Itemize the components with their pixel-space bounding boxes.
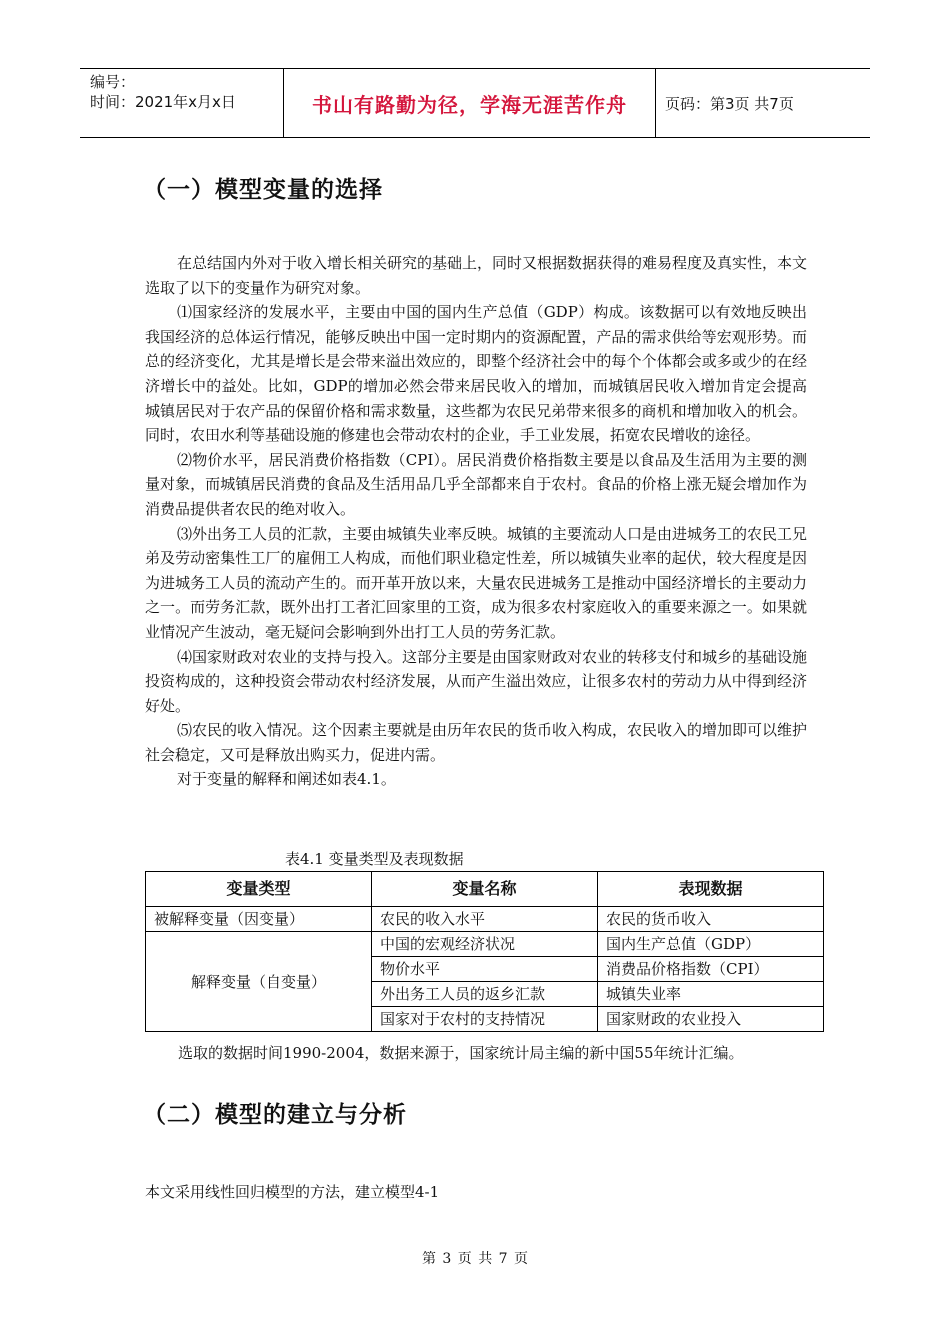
table-cell: 中国的宏观经济状况 bbox=[372, 932, 598, 957]
table-header-cell: 表现数据 bbox=[598, 872, 824, 907]
page-header bbox=[80, 68, 870, 138]
table-cell: 城镇失业率 bbox=[598, 982, 824, 1007]
table-header-cell: 变量类型 bbox=[146, 872, 372, 907]
table-cell: 解释变量（自变量） bbox=[146, 932, 372, 1032]
table-note: 选取的数据时间1990-2004，数据来源于，国家统计局主编的新中国55年统计汇编。 bbox=[178, 1044, 744, 1062]
table-cell: 外出务工人员的返乡汇款 bbox=[372, 982, 598, 1007]
page-footer: 第 3 页 共 7 页 bbox=[421, 1251, 529, 1267]
table-cell: 农民的收入水平 bbox=[372, 907, 598, 932]
header-motto: 书山有路勤为径，学海无涯苦作舟 bbox=[312, 92, 627, 117]
model-text: 本文采用线性回归模型的方法，建立模型4-1 bbox=[145, 1183, 440, 1201]
table-row bbox=[146, 907, 824, 932]
document-date: 时间：2021年x月x日 bbox=[90, 93, 236, 111]
section-title: （一）模型变量的选择 bbox=[143, 177, 383, 203]
table-cell: 农民的货币收入 bbox=[598, 907, 824, 932]
header-page-number: 页码：第3页 共7页 bbox=[665, 94, 794, 113]
paragraph: 在总结国内外对于收入增长相关研究的基础上，同时又根据数据获得的难易程度及真实性，本文选取了以下的变量作为研究对象。 bbox=[145, 254, 808, 297]
paragraph: ⑵物价水平，居民消费价格指数（CPI）。居民消费价格指数主要是以食品及生活用为主要的测量对象，而城镇居民消费的食品及生活用品几乎全部都来自于农村。食品的价格上涨无疑会增加作为消费品提供者农民的绝对收入。 bbox=[145, 450, 807, 518]
table-header-row bbox=[146, 872, 824, 907]
paragraph: ⑸农民的收入情况。这个因素主要就是由历年农民的货币收入构成，农民收入的增加即可以维护社会稳定，又可是释放出购买力，促进内需。 bbox=[145, 721, 808, 764]
header-meta bbox=[90, 72, 236, 112]
table-cell: 国内生产总值（GDP） bbox=[598, 932, 824, 957]
paragraph: ⑷国家财政对农业的支持与投入。这部分主要是由国家财政对农业的转移支付和城乡的基础设施投资构成的，这种投资会带动农村经济发展，从而产生溢出效应，让很多农村的劳动力从中得到经济好处。 bbox=[145, 647, 808, 715]
section-body bbox=[145, 251, 807, 792]
table-cell: 消费品价格指数（CPI） bbox=[598, 957, 824, 982]
document-number-label: 编号： bbox=[90, 73, 136, 91]
paragraph: 对于变量的解释和阐述如表4.1。 bbox=[177, 770, 396, 789]
table-caption: 表4.1 变量类型及表现数据 bbox=[285, 850, 464, 868]
paragraph: ⑶外出务工人员的汇款，主要由城镇失业率反映。城镇的主要流动人口是由进城务工的农民工兄弟及劳动密集性工厂的雇佣工人构成，而他们职业稳定性差，所以城镇失业率的起伏，较大程度是因为进城务工人员的流动产生的。而开革开放以来，大量农民进城务工是推动中国经济增长的主要动力之一。而劳务汇款，既外出打工者汇回家里的工资，成为很多农村家庭收入的重要来源之一。如果就业情况产生波动，毫无疑问会影响到外出打工人员的劳务汇款。 bbox=[145, 524, 808, 641]
table-header-cell: 变量名称 bbox=[372, 872, 598, 907]
table-cell: 国家财政的农业投入 bbox=[598, 1007, 824, 1032]
section-title: （二）模型的建立与分析 bbox=[143, 1102, 407, 1128]
table-cell: 被解释变量（因变量） bbox=[146, 907, 372, 932]
table-cell: 国家对于农村的支持情况 bbox=[372, 1007, 598, 1032]
table-cell: 物价水平 bbox=[372, 957, 598, 982]
table-row bbox=[146, 932, 824, 957]
paragraph: ⑴国家经济的发展水平，主要由中国的国内生产总值（GDP）构成。该数据可以有效地反映出我国经济的总体运行情况，能够反映出中国一定时期内的资源配置，产品的需求供给等宏观形势。而总的经济变化，尤其是增长是会带来溢出效应的，即整个经济社会中的每个个体都会或多或少的在经济增长中的益处。比如，GDP的增加必然会带来居民收入的增加，而城镇居民收入增加肯定会提高城镇居民对于农产品的保留价格和需求数量，这些都为农民兄弟带来很多的商机和增加收入的机会。同时，农田水利等基础设施的修建也会带动农村的企业，手工业发展，拓宽农民增收的途径。 bbox=[145, 303, 807, 445]
header-divider bbox=[655, 69, 656, 137]
variable-table bbox=[145, 871, 824, 1032]
